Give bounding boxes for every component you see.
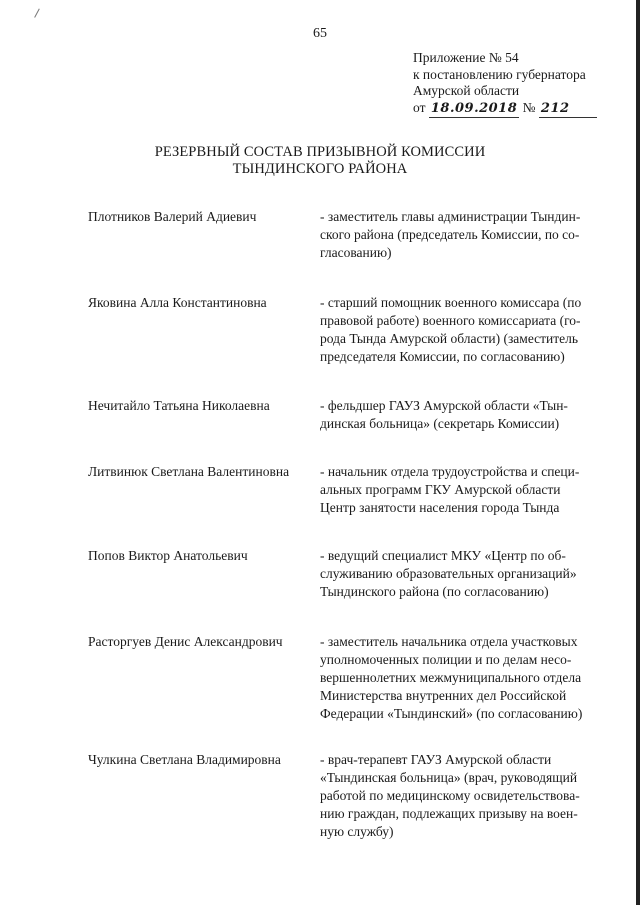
title-line-2: ТЫНДИНСКОГО РАЙОНА bbox=[232, 161, 408, 177]
member-role: - начальник отдела трудоустройства и специ- альных программ ГКУ Амурской области Центр занятости населения города Тында bbox=[320, 464, 580, 515]
handwritten-date: 18.09.2018 bbox=[429, 101, 519, 119]
member-name: Попов Виктор Анатольевич bbox=[88, 548, 248, 563]
member-name: Расторгуев Денис Александрович bbox=[88, 634, 283, 649]
member-role: - старший помощник военного комиссара (по правовой работе) военного комиссариата (го- рода Тында Амурской области) (заместитель председателя Комиссии, по согласованию) bbox=[320, 295, 582, 364]
date-prefix: от bbox=[413, 99, 426, 115]
annex-line-1: Приложение № 54 bbox=[413, 50, 519, 65]
number-prefix: № bbox=[522, 99, 536, 115]
title-line-1: РЕЗЕРВНЫЙ СОСТАВ ПРИЗЫВНОЙ КОМИССИИ bbox=[154, 144, 486, 160]
member-role: - заместитель главы администрации Тындин- ского района (председатель Комиссии, по со- гласованию) bbox=[320, 209, 581, 260]
scan-mark bbox=[34, 8, 47, 21]
member-row bbox=[88, 397, 608, 433]
member-role: - фельдшер ГАУЗ Амурской области «Тын- динская больница» (секретарь Комиссии) bbox=[320, 398, 568, 431]
member-role: - заместитель начальника отдела участковых уполномоченных полиции и по делам несо- вершеннолетних межмуниципального отдела Министерства внутренних дел Российской Федерации «Тындинский» (по согласованию) bbox=[320, 634, 583, 721]
scan-edge bbox=[636, 0, 640, 905]
document-title bbox=[0, 144, 640, 178]
member-name: Чулкина Светлана Владимировна bbox=[88, 752, 281, 767]
member-name: Яковина Алла Константиновна bbox=[88, 295, 267, 310]
member-row bbox=[88, 463, 608, 517]
member-row bbox=[88, 547, 608, 601]
annex-date-line bbox=[413, 100, 623, 119]
member-row bbox=[88, 208, 608, 262]
page-number: 65 bbox=[313, 26, 327, 41]
member-role: - ведущий специалист МКУ «Центр по об- служиванию образовательных организаций» Тындинского района (по согласованию) bbox=[320, 548, 577, 599]
member-name: Литвинюк Светлана Валентиновна bbox=[88, 464, 290, 479]
handwritten-number: 212 bbox=[539, 101, 597, 119]
annex-line-3: Амурской области bbox=[413, 83, 520, 98]
member-row bbox=[88, 751, 608, 841]
member-role: - врач-терапевт ГАУЗ Амурской области «Тындинская больница» (врач, руководящий работой по медицинскому освидетельствова- нию граждан, подлежащих призыву на воен- ную службу) bbox=[320, 752, 580, 839]
member-name: Нечитайло Татьяна Николаевна bbox=[88, 398, 270, 413]
annex-header bbox=[413, 50, 623, 118]
member-name: Плотников Валерий Адиевич bbox=[88, 209, 257, 224]
members-list bbox=[88, 208, 608, 841]
member-row bbox=[88, 294, 608, 366]
annex-line-2: к постановлению губернатора bbox=[413, 66, 586, 82]
member-row bbox=[88, 633, 608, 723]
